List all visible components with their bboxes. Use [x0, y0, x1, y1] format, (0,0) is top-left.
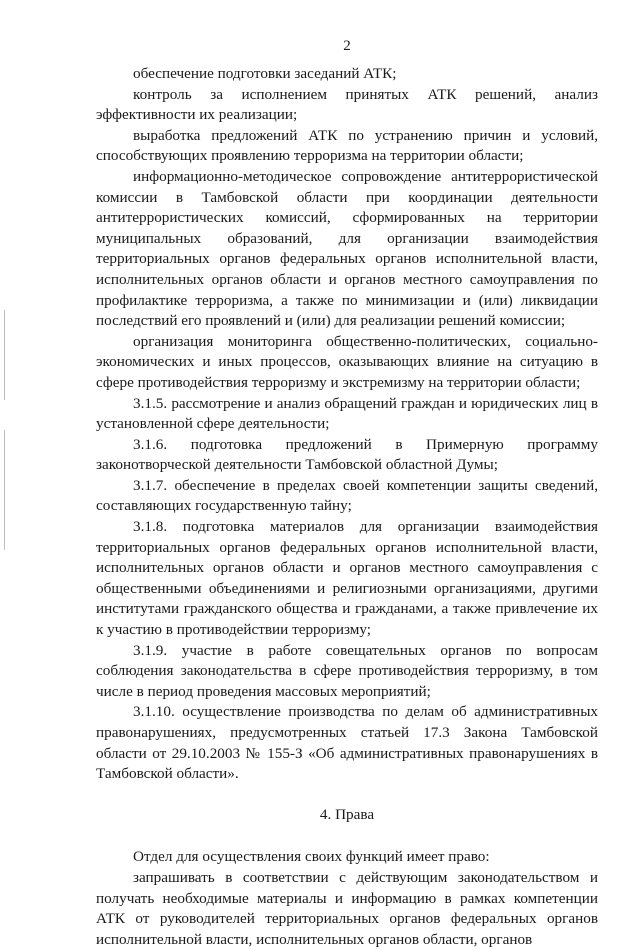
- section-title: 4. Права: [319, 805, 375, 823]
- margin-scan-mark: [4, 430, 5, 550]
- paragraph: 3.1.8. подготовка материалов для организации взаимодействия территориальных органов федеральных органов исполнительной власти, исполнительных органов области и органов местного самоуправления с общественными объединениями и религиозными организациями, другими институтами гражданского общества и гражданами, а также привлечение их к участию в противодействии терроризму;: [96, 518, 598, 639]
- paragraph: обеспечение подготовки заседаний АТК;: [133, 65, 397, 82]
- paragraph: запрашивать в соответствии с действующим законодательством и получать необходимые материалы и информацию в рамках компетенции АТК от руководителей территориальных органов федеральных органов исполнительной власти, исполнительных органов области, органов: [96, 868, 598, 948]
- paragraph: организация мониторинга общественно-политических, социально-экономических и иных процессов, оказывающих влияние на ситуацию в сфере противодействия терроризму и экстремизму на территории области;: [96, 332, 598, 391]
- document-body: [96, 64, 598, 950]
- paragraph: информационно-методическое сопровождение антитеррористической комиссии в Тамбовской области при координации деятельности антитеррористических комиссий, сформированных на территории муниципальных образований, для организации взаимодействия территориальных органов федеральных органов исполнительной власти, исполнительных органов области и органов местного самоуправления по профилактике терроризма, а также по минимизации и (или) ликвидации последствий его проявлений и (или) для реализации решений комиссии;: [96, 167, 598, 330]
- paragraph: контроль за исполнением принятых АТК решений, анализ эффективности их реализации;: [96, 85, 598, 124]
- paragraph: Отдел для осуществления своих функций имеет право:: [133, 848, 490, 866]
- paragraph: 3.1.7. обеспечение в пределах своей компетенции защиты сведений, составляющих государственную тайну;: [96, 476, 598, 515]
- paragraph: 3.1.9. участие в работе совещательных органов по вопросам соблюдения законодательства в сфере противодействия терроризму, в том числе в период проведения массовых мероприятий;: [96, 641, 598, 700]
- paragraph: выработка предложений АТК по устранению причин и условий, способствующих проявлению терроризма на территории области;: [96, 126, 598, 165]
- margin-scan-mark: [4, 310, 5, 400]
- page-number: 2: [343, 38, 351, 54]
- paragraph: 3.1.10. осуществление производства по делам об административных правонарушениях, предусмотренных статьей 17.3 Закона Тамбовской области от 29.10.2003 № 155-З «Об административных правонарушениях в Тамбовской области».: [96, 703, 598, 783]
- paragraph: 3.1.5. рассмотрение и анализ обращений граждан и юридических лиц в установленной сфере деятельности;: [96, 394, 598, 433]
- paragraph: 3.1.6. подготовка предложений в Примерную программу законотворческой деятельности Тамбовской областной Думы;: [96, 435, 598, 474]
